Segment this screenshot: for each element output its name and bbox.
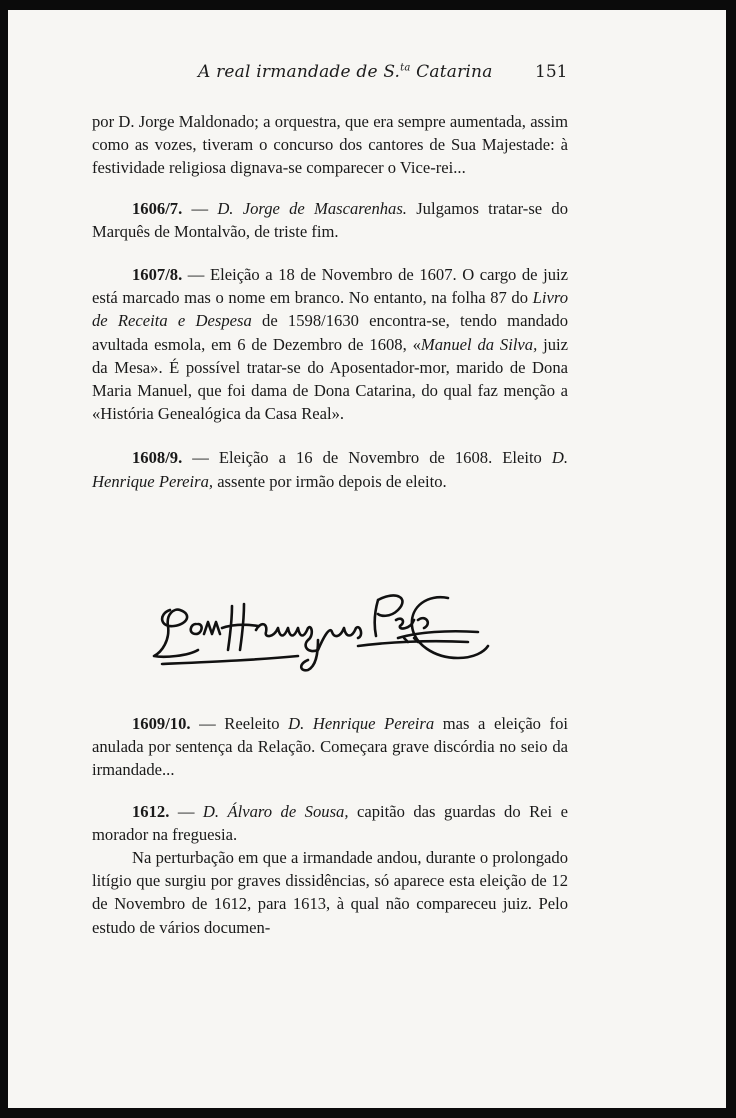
running-head	[8, 62, 726, 90]
signature-image	[148, 580, 538, 675]
entry-1609: 1609/10. — Reeleito D. Henrique Pereira mas a eleição foi anulada por sentença da Relação. Começara grave discórdia no seio da irmandade...	[92, 714, 568, 780]
main-text	[92, 110, 568, 493]
signature-svg	[148, 580, 538, 675]
entry-1612: 1612. — D. Álvaro de Sousa, capitão das guardas do Rei e morador na freguesia.	[92, 801, 568, 844]
paragraph-final: Na perturbação em que a irmandade andou, durante o prolongado litígio que surgiu por graves dissidências, só aparece esta eleição de 12 de Novembro de 1612, para 1613, à qual não compareceu juiz. Pelo estudo de vários documen-	[92, 848, 568, 937]
page-number: 151	[535, 62, 568, 82]
entry-1606: 1606/7. — D. Jorge de Mascarenhas. Julgamos tratar-se do Marquês de Montalvão, de triste fim.	[92, 198, 568, 241]
lower-text	[92, 712, 568, 939]
signature-strokes	[154, 595, 488, 670]
paragraph-intro: por D. Jorge Maldonado; a orquestra, que era sempre aumentada, assim como as vozes, tiveram o concurso dos cantores de Sua Majestade: à festividade religiosa dignava-se comparecer o Vice-rei...	[92, 112, 568, 178]
book-page	[8, 10, 726, 1108]
running-title: A real irmandade de S.$^{ta}$ Catarina	[198, 62, 493, 82]
entry-1607: 1607/8. — Eleição a 18 de Novembro de 1607. O cargo de juiz está marcado mas o nome em branco. No entanto, na folha 87 do Livro de Receita e Despesa de 1598/1630 encontra-se, tendo mandado avultada esmola, em 6 de Dezembro de 1608, «Manuel da Silva, juiz da Mesa». É possível tratar-se do Aposentador-mor, marido de Dona Maria Manuel, que foi dama de Dona Catarina, do qual faz menção a «História Genealógica da Casa Real».	[92, 265, 568, 424]
entry-1608: 1608/9. — Eleição a 16 de Novembro de 1608. Eleito D. Henrique Pereira, assente por irmão depois de eleito.	[92, 448, 568, 491]
